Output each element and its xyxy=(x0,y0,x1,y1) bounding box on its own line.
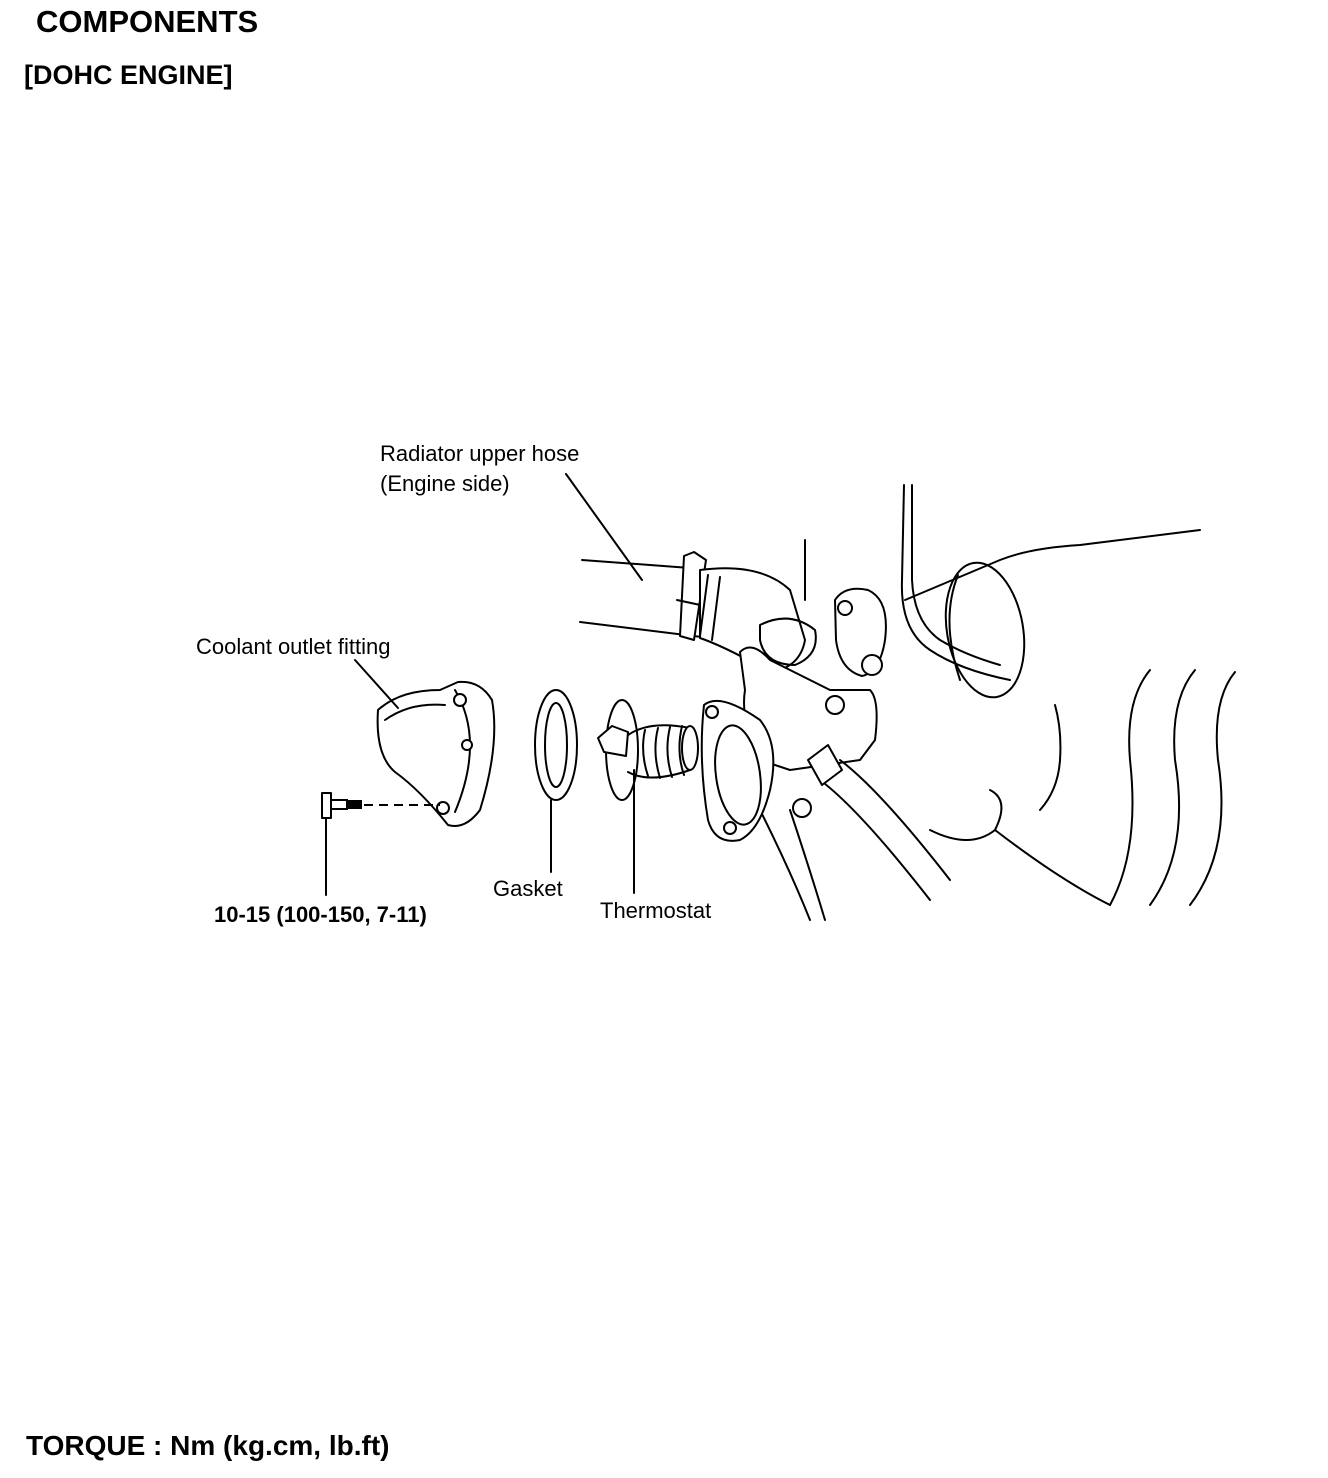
thermostat xyxy=(598,700,698,800)
torque-unit-note: TORQUE : Nm (kg.cm, lb.ft) xyxy=(26,1430,390,1461)
radiator-upper-hose xyxy=(580,540,816,672)
engine-block xyxy=(902,485,1235,905)
thermostat-label: Thermostat xyxy=(600,898,712,923)
gasket-label: Gasket xyxy=(493,876,563,901)
page-subtitle: [DOHC ENGINE] xyxy=(24,60,233,90)
radiator-hose-sublabel: (Engine side) xyxy=(380,471,510,496)
bolt-torque-label: 10-15 (100-150, 7-11) xyxy=(214,902,427,927)
radiator-hose-label: Radiator upper hose xyxy=(380,441,580,466)
coolant-outlet-label: Coolant outlet fitting xyxy=(196,634,391,659)
radiator-hose-leader xyxy=(566,474,642,580)
coolant-outlet-leader xyxy=(355,660,398,708)
housing-flange xyxy=(702,701,774,841)
gasket xyxy=(535,690,577,800)
page-title: COMPONENTS xyxy=(36,4,259,39)
